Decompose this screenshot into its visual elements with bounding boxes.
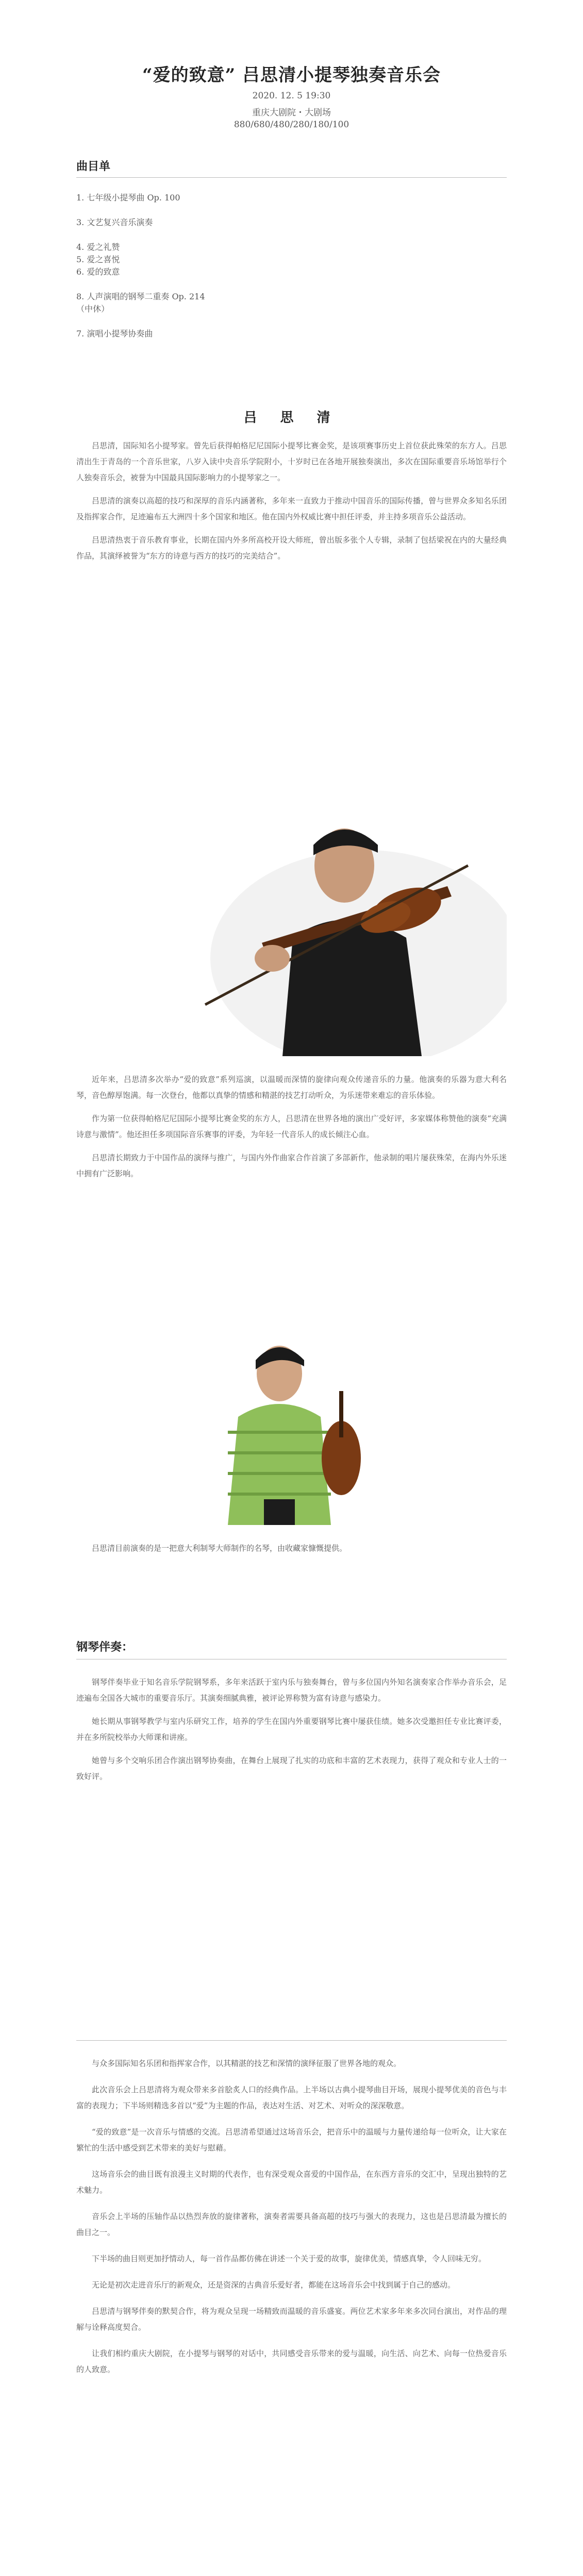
violinist-photo-2 (192, 1329, 392, 1525)
program-heading: 曲目单 (76, 160, 111, 173)
violinist-photo-illustration (192, 1329, 392, 1525)
bio-paragraph: 作为第一位获得帕格尼尼国际小提琴比赛金奖的东方人，吕思清在世界各地的演出广受好评，多家媒体称赞他的演奏“充满诗意与激情”。他还担任多项国际音乐赛事的评委，为年轻一代音乐人的成长倾注心血。 (76, 1114, 507, 1139)
bio-paragraph: 钢琴伴奏毕业于知名音乐学院钢琴系，多年来活跃于室内乐与独奏舞台，曾与多位国内外知名演奏家合作举办音乐会，足迹遍布全国各大城市的重要音乐厅。其演奏细腻典雅，被评论界称赞为富有诗意与感染力。 (76, 1677, 507, 1703)
divider (76, 2040, 507, 2041)
essay-paragraph: 吕思清与钢琴伴奏的默契合作，将为观众呈现一场精致而温暖的音乐盛宴。两位艺术家多年来多次同台演出，对作品的理解与诠释高度契合。 (76, 2307, 507, 2332)
essay-paragraph: 让我们相约重庆大剧院，在小提琴与钢琴的对话中，共同感受音乐带来的爱与温暖，向生活、向艺术、向每一位热爱音乐的人致意。 (76, 2349, 507, 2374)
divider (76, 177, 507, 178)
essay-paragraph: 与众多国际知名乐团和指挥家合作，以其精湛的技艺和深情的演绎征服了世界各地的观众。 (92, 2059, 402, 2068)
violinist-photo-illustration (76, 788, 507, 1056)
essay-section (0, 2056, 507, 2378)
program-item: 3. 文艺复兴音乐演奏 (76, 217, 153, 227)
violinist-photo-1 (76, 788, 507, 1056)
accompanist-bio (0, 1674, 507, 1785)
bio-paragraph: 吕思清，国际知名小提琴家。曾先后获得帕格尼尼国际小提琴比赛金奖，是该项赛事历史上首位获此殊荣的东方人。吕思清出生于青岛的一个音乐世家，八岁入读中央音乐学院附小，十岁时已在各地开展独奏演出，多次在国际重要音乐场馆举行个人独奏音乐会，被誉为中国最具国际影响力的小提琴家之一。 (76, 441, 507, 482)
artist-bio-1c (0, 1540, 430, 1556)
artist-bio-1 (0, 438, 507, 564)
essay-paragraph: 音乐会上半场的压轴作品以热烈奔放的旋律著称，演奏者需要具备高超的技巧与强大的表现力，这也是吕思清最为擅长的曲目之一。 (76, 2212, 507, 2237)
program-item (76, 278, 205, 291)
artist-bio-1b (0, 1072, 507, 1182)
program-item: 8. 人声演唱的钢琴二重奏 Op. 214 (76, 292, 205, 301)
bio-paragraph: 近年来，吕思清多次举办“爱的致意”系列巡演，以温暖而深情的旋律向观众传递音乐的力量。他演奏的乐器为意大利名琴，音色醇厚饱满。每一次登台，他都以真挚的情感和精湛的技艺打动听众，为乐迷带来难忘的音乐体验。 (76, 1075, 507, 1100)
bio-paragraph: 吕思清长期致力于中国作品的演绎与推广，与国内外作曲家合作首演了多部新作，他录制的唱片屡获殊荣，在海内外乐迷中拥有广泛影响。 (76, 1153, 507, 1178)
essay-paragraph: 下半场的曲目则更加抒情动人，每一首作品都仿佛在讲述一个关于爱的故事，旋律优美，情感真挚，令人回味无穷。 (92, 2254, 487, 2263)
essay-paragraph: 此次音乐会上吕思清将为观众带来多首脍炙人口的经典作品。上半场以古典小提琴曲目开场，展现小提琴优美的音色与丰富的表现力；下半场则精选多首以“爱”为主题的作品，表达对生活、对艺术、对听众的深深敬意。 (76, 2085, 507, 2110)
program-item: 7. 演唱小提琴协奏曲 (76, 329, 153, 338)
program-item: 4. 爱之礼赞 (76, 242, 120, 252)
program-item: 1. 七年级小提琴曲 Op. 100 (76, 193, 180, 202)
accompanist-heading: 钢琴伴奏： (76, 1640, 134, 1654)
concert-title: “爱的致意” 吕思清小提琴独奏音乐会 (142, 65, 441, 86)
artist-name-heading: 吕 思 清 (243, 410, 340, 426)
bio-paragraph: 她长期从事钢琴教学与室内乐研究工作，培养的学生在国内外重要钢琴比赛中屡获佳绩。她多次受邀担任专业比赛评委，并在多所院校举办大师课和讲座。 (76, 1717, 507, 1742)
essay-paragraph: “爱的致意”是一次音乐与情感的交流。吕思清希望通过这场音乐会，把音乐中的温暖与力量传递给每一位听众，让大家在繁忙的生活中感受到艺术带来的美好与慰藉。 (76, 2127, 507, 2153)
bio-paragraph: 吕思清目前演奏的是一把意大利制琴大师制作的名琴，由收藏家慷慨提供。 (92, 1544, 347, 1553)
concert-venue: 重庆大剧院・大剧场 (252, 108, 331, 118)
bio-paragraph: 吕思清的演奏以高超的技巧和深厚的音乐内涵著称，多年来一直致力于推动中国音乐的国际传播，曾与世界众多知名乐团及指挥家合作，足迹遍布五大洲四十多个国家和地区。他在国内外权威比赛中担任评委，并主持多项音乐公益活动。 (76, 496, 507, 521)
program-item (76, 315, 205, 328)
concert-datetime: 2020. 12. 5 19:30 (252, 91, 331, 101)
bio-paragraph: 吕思清热衷于音乐教育事业，长期在国内外多所高校开设大师班，曾出版多张个人专辑，录制了包括梁祝在内的大量经典作品，其演绎被誉为“东方的诗意与西方的技巧的完美结合”。 (76, 535, 507, 561)
program-item: 6. 爱的致意 (76, 267, 120, 277)
program-item: 5. 爱之喜悦 (76, 255, 120, 264)
bio-paragraph: 她曾与多个交响乐团合作演出钢琴协奏曲，在舞台上展现了扎实的功底和丰富的艺术表现力，获得了观众和专业人士的一致好评。 (76, 1756, 507, 1781)
program-item (76, 229, 205, 241)
essay-paragraph: 无论是初次走进音乐厅的新观众，还是资深的古典音乐爱好者，都能在这场音乐会中找到属于自己的感动。 (92, 2280, 456, 2290)
program-list (76, 192, 205, 340)
essay-paragraph: 这场音乐会的曲目既有浪漫主义时期的代表作，也有深受观众喜爱的中国作品，在东西方音乐的交汇中，呈现出独特的艺术魅力。 (76, 2170, 507, 2195)
program-item (76, 204, 205, 216)
program-item: （中休） (76, 304, 110, 314)
ticket-prices: 880/680/480/280/180/100 (234, 120, 349, 130)
